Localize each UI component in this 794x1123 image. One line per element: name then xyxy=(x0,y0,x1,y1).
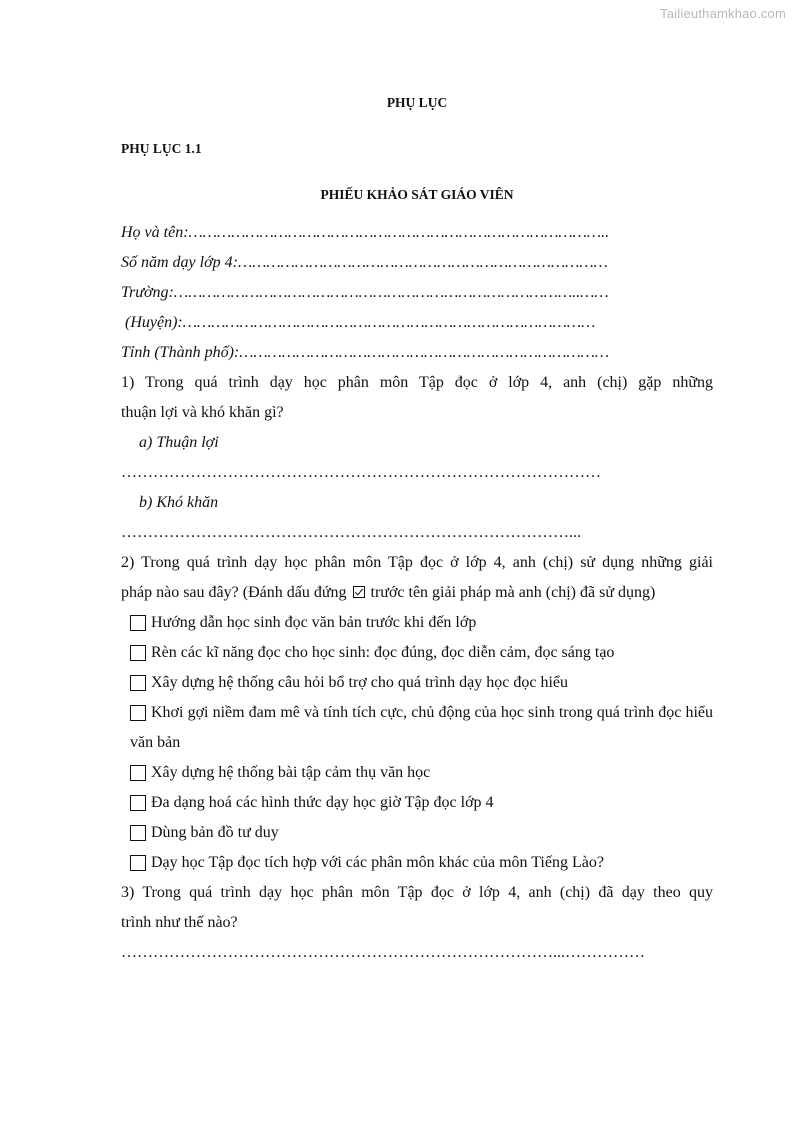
checkbox[interactable] xyxy=(130,645,146,661)
question-2-instruction-after: trước tên giải pháp mà anh (chị) đã sử dụng) xyxy=(370,584,656,601)
option-item[interactable] xyxy=(121,818,713,848)
question-1-text-cont: thuận lợi và khó khăn gì? xyxy=(121,404,284,421)
option-item[interactable] xyxy=(121,758,713,788)
survey-title: PHIẾU KHẢO SÁT GIÁO VIÊN xyxy=(320,187,514,202)
checkbox[interactable] xyxy=(130,615,146,631)
checkbox[interactable] xyxy=(130,825,146,841)
spacer xyxy=(121,210,713,218)
option-label: Xây dựng hệ thống bài tập cảm thụ văn học xyxy=(151,764,431,781)
watermark: Tailieuthamkhao.com xyxy=(660,6,786,21)
survey-page xyxy=(121,88,713,968)
option-item[interactable] xyxy=(121,698,713,758)
question-1-a-label: a) Thuận lợi xyxy=(139,434,219,451)
option-label: Dùng bản đồ tư duy xyxy=(151,824,279,841)
question-2-text: 2) Trong quá trình dạy học phân môn Tập đọc ở lớp 4, anh (chị) sử dụng những giải xyxy=(121,554,713,571)
option-label: Đa dạng hoá các hình thức dạy học giờ Tập đọc lớp 4 xyxy=(151,794,494,811)
option-label: Xây dựng hệ thống câu hỏi bổ trợ cho quá trình dạy học đọc hiểu xyxy=(151,674,569,691)
question-3-text-cont: trình như thế nào? xyxy=(121,914,238,931)
question-2-text-cont xyxy=(121,578,713,608)
option-label: Rèn các kĩ năng đọc cho học sinh: đọc đúng, đọc diễn cảm, đọc sáng tạo xyxy=(151,644,615,661)
appendix-number: PHỤ LỤC 1.1 xyxy=(121,141,202,156)
option-label: Khơi gợi niềm đam mê và tính tích cực, chủ động của học sinh trong quá trình đọc hiểu văn bản xyxy=(130,704,713,751)
spacer xyxy=(121,118,713,134)
appendix-title: PHỤ LỤC xyxy=(386,95,448,110)
question-3-answer[interactable]: ………………………………………………………………………...…………… xyxy=(121,944,645,961)
name-field[interactable]: Họ và tên:…………………………………………………………………………….. xyxy=(121,224,610,241)
option-item[interactable] xyxy=(121,788,713,818)
checkbox[interactable] xyxy=(130,765,146,781)
question-1-b-label: b) Khó khăn xyxy=(139,494,219,511)
question-1-text: 1) Trong quá trình dạy học phân môn Tập đọc ở lớp 4, anh (chị) gặp những xyxy=(121,374,713,391)
checked-box-icon xyxy=(353,586,365,598)
question-1-a-answer[interactable]: ……………………………………………………………………………… xyxy=(121,464,601,481)
spacer xyxy=(121,164,713,180)
question-3-text: 3) Trong quá trình dạy học phân môn Tập đọc ở lớp 4, anh (chị) đã dạy theo quy xyxy=(121,884,713,901)
checkbox[interactable] xyxy=(130,795,146,811)
question-1-b-answer[interactable]: …………………………………………………………………………... xyxy=(121,524,581,541)
district-field[interactable]: (Huyện):…………………………………………………………………………… xyxy=(121,314,596,331)
option-label: Hướng dẫn học sinh đọc văn bản trước khi đến lớp xyxy=(151,614,477,631)
years-teaching-field[interactable]: Số năm dạy lớp 4:…………………………………………………………………… xyxy=(121,254,608,271)
question-2-instruction-before: pháp nào sau đây? (Đánh dấu đứng xyxy=(121,584,347,601)
option-item[interactable] xyxy=(121,638,713,668)
option-item[interactable] xyxy=(121,668,713,698)
checkbox[interactable] xyxy=(130,675,146,691)
option-item[interactable] xyxy=(121,848,713,878)
option-item[interactable] xyxy=(121,608,713,638)
school-field[interactable]: Trường:…………………………………………………………………………..…… xyxy=(121,284,609,301)
province-field[interactable]: Tỉnh (Thành phố):…………………………………………………………………… xyxy=(121,344,610,361)
checkbox[interactable] xyxy=(130,855,146,871)
option-label: Dạy học Tập đọc tích hợp với các phân môn khác của môn Tiếng Lào? xyxy=(151,854,604,871)
